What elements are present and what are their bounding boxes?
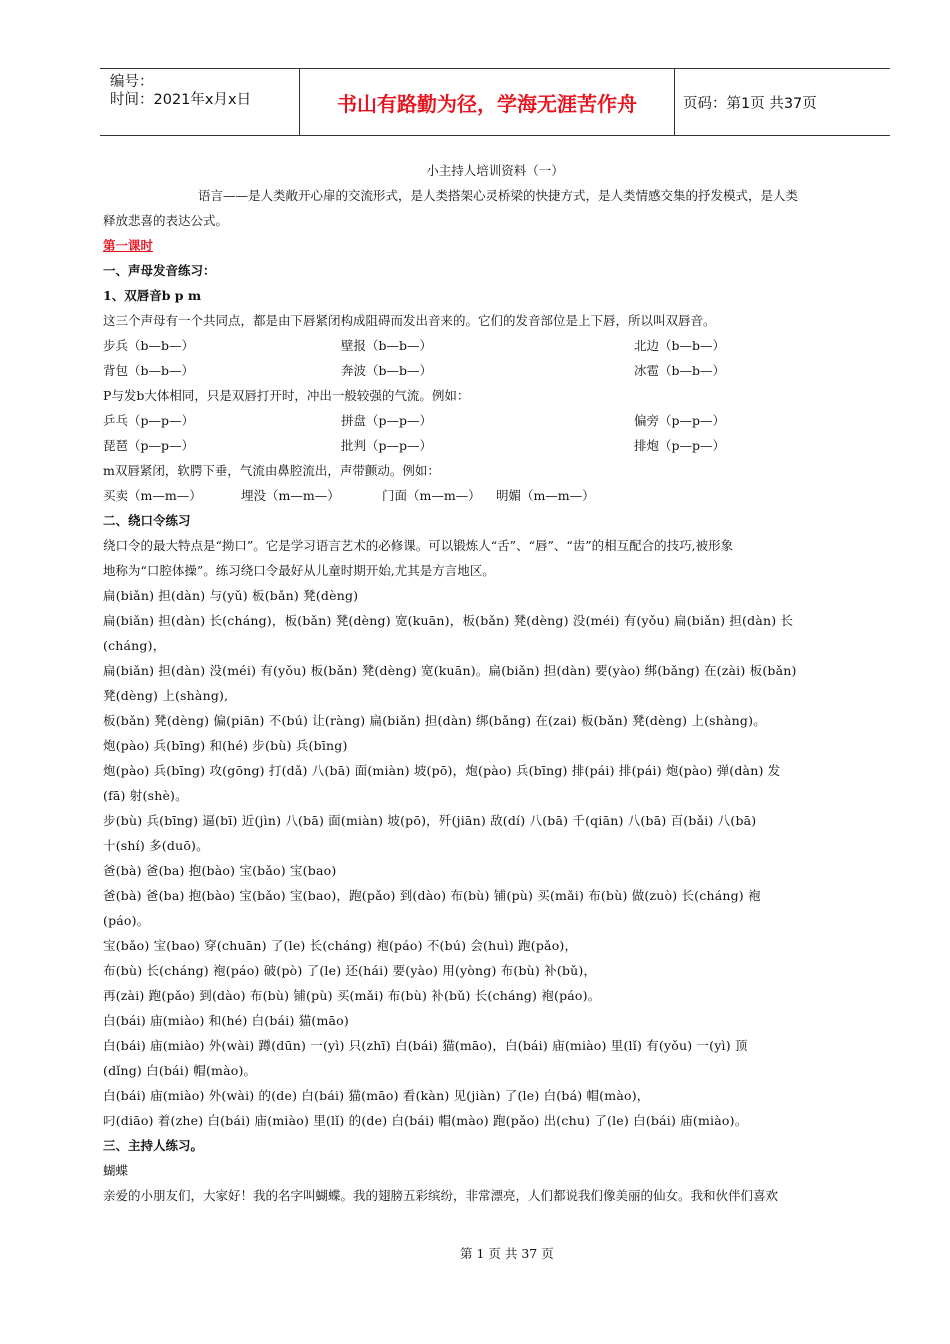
tongue-twister-line: (dǐng) 白(bái) 帽(mào)。 — [103, 1063, 257, 1078]
tongue-twister-line: 爸(bà) 爸(ba) 抱(bào) 宝(bǎo) 宝(bao) — [103, 863, 337, 878]
subsection-heading-bilabial: 1、双唇音b p m — [103, 288, 202, 303]
tongue-twister-line: 布(bù) 长(cháng) 袍(páo) 破(pò) 了(le) 还(hái) 要(yào) 用(yòng) 布(bù) 补(bǔ)， — [103, 963, 597, 978]
tongue-twister-line: (fā) 射(shè)。 — [103, 788, 188, 803]
document-header — [100, 68, 890, 136]
example-word: 壁报（b—b—） — [341, 338, 433, 353]
tongue-twister-line: 步(bù) 兵(bīng) 逼(bī) 近(jìn) 八(bā) 面(miàn) 坡(pō)，歼(jiān) 敌(dí) 八(bā) 千(qiān) 八(bā) 百(bǎi) 八(bā) — [103, 813, 757, 828]
time-label: 时间：2021年x月x日 — [110, 92, 252, 108]
example-word: 冰雹（b—b—） — [634, 363, 726, 378]
butterfly-title: 蝴蝶 — [103, 1163, 129, 1178]
number-label: 编号： — [110, 74, 154, 90]
example-word: 背包（b—b—） — [103, 363, 195, 378]
header-meta — [100, 69, 300, 135]
example-word: 乒乓（p—p—） — [103, 413, 195, 428]
tongue-twister-line: 叼(diāo) 着(zhe) 白(bái) 庙(miào) 里(lǐ) 的(de) 白(bái) 帽(mào) 跑(pǎo) 出(chu) 了(le) 白(bái) 庙(miào)。 — [103, 1113, 748, 1128]
b-example-row — [103, 333, 887, 358]
b-example-row — [103, 358, 887, 383]
tongue-twister-line: 扁(biǎn) 担(dàn) 长(cháng)，板(bǎn) 凳(dèng) 宽(kuān)，板(bǎn) 凳(dèng) 没(méi) 有(yǒu) 扁(biǎn) 担(dàn) 长 — [103, 613, 794, 628]
lesson-heading: 第一课时 — [103, 238, 154, 253]
tongue-twister-line: 再(zài) 跑(pǎo) 到(dào) 布(bù) 铺(pù) 买(mǎi) 布(bù) 补(bǔ) 长(cháng) 袍(páo)。 — [103, 988, 601, 1003]
m-description: m双唇紧闭，软腭下垂，气流由鼻腔流出，声带颤动。例如： — [103, 463, 440, 478]
tongue-twister-line: 扁(biǎn) 担(dàn) 与(yǔ) 板(bǎn) 凳(dèng) — [103, 588, 359, 603]
example-word: 步兵（b—b—） — [103, 338, 195, 353]
butterfly-text: 亲爱的小朋友们，大家好！我的名字叫蝴蝶。我的翅膀五彩缤纷，非常漂亮，人们都说我们像美丽的仙女。我和伙伴们喜欢 — [103, 1188, 779, 1203]
tongue-twister-line: 宝(bǎo) 宝(bao) 穿(chuān) 了(le) 长(cháng) 袍(páo) 不(bú) 会(huì) 跑(pǎo)， — [103, 938, 578, 953]
example-word: 奔波（b—b—） — [341, 363, 433, 378]
example-word: 门面（m—m—） — [381, 488, 481, 503]
doc-title: 小主持人培训资料（一） — [426, 163, 564, 178]
bpm-description: 这三个声母有一个共同点，都是由下唇紧闭构成阻碍而发出音来的。它们的发音部位是上下唇，所以叫双唇音。 — [103, 313, 716, 328]
tongue-twister-line: 白(bái) 庙(miào) 和(hé) 白(bái) 猫(māo) — [103, 1013, 349, 1028]
example-word: 偏旁（p—p—） — [634, 413, 726, 428]
section-heading-3: 三、主持人练习。 — [103, 1138, 204, 1153]
intro-line-1: 语言——是人类敞开心扉的交流形式，是人类搭架心灵桥梁的快捷方式，是人类情感交集的抒发模式，是人类 — [198, 188, 799, 203]
example-word: 批判（p—p—） — [341, 438, 433, 453]
tongue-twister-line: 爸(bà) 爸(ba) 抱(bào) 宝(bǎo) 宝(bao)，跑(pǎo) 到(dào) 布(bù) 铺(pù) 买(mǎi) 布(bù) 做(zuò) 长(cháng) 袍 — [103, 888, 761, 903]
header-motto: 书山有路勤为径，学海无涯苦作舟 — [300, 69, 675, 135]
example-word: 埋没（m—m—） — [240, 488, 340, 503]
example-word: 北边（b—b—） — [634, 338, 726, 353]
example-word: 琵琶（p—p—） — [103, 438, 195, 453]
tongue-twister-line: (páo)。 — [103, 913, 150, 928]
tongue-twister-line: 白(bái) 庙(miào) 外(wài) 的(de) 白(bái) 猫(māo) 看(kàn) 见(jiàn) 了(le) 白(bá) 帽(mào)， — [103, 1088, 650, 1103]
example-word: 明媚（m—m—） — [495, 488, 595, 503]
tongue-twister-line: 板(bǎn) 凳(dèng) 偏(piān) 不(bú) 让(ràng) 扁(biǎn) 担(dàn) 绑(bǎng) 在(zai) 板(bǎn) 凳(dèng) 上(shàng)。 — [103, 713, 766, 728]
tongue-twister-line: 炮(pào) 兵(bīng) 和(hé) 步(bù) 兵(bīng) — [103, 738, 348, 753]
tongue-twister-line: 炮(pào) 兵(bīng) 攻(gōng) 打(dǎ) 八(bā) 面(miàn) 坡(pō)，炮(pào) 兵(bīng) 排(pái) 排(pái) 炮(pào) 弹(dàn) 发 — [103, 763, 781, 778]
tongue-twister-line: 扁(biǎn) 担(dàn) 没(méi) 有(yǒu) 板(bǎn) 凳(dèng) 宽(kuān)。扁(biǎn) 担(dàn) 要(yào) 绑(bǎng) 在(zài) 板(bǎn) — [103, 663, 797, 678]
tongue-twister-line: (cháng)， — [103, 638, 166, 653]
p-example-row — [103, 433, 887, 458]
section-heading-1: 一、声母发音练习： — [103, 263, 216, 278]
example-word: 排炮（p—p—） — [634, 438, 726, 453]
document-body — [103, 158, 887, 1208]
tongue-twister-line: 十(shí) 多(duō)。 — [103, 838, 209, 853]
tongue-twister-line: 白(bái) 庙(miào) 外(wài) 蹲(dūn) 一(yì) 只(zhī) 白(bái) 猫(māo)，白(bái) 庙(miào) 里(lǐ) 有(yǒu) 一(yì) 顶 — [103, 1038, 748, 1053]
m-example-row — [103, 483, 887, 508]
tongue-twister-desc-1: 绕口令的最大特点是“拗口”。它是学习语言艺术的必修课。可以锻炼人“舌”、“唇”、“齿”的相互配合的技巧,被形象 — [103, 538, 734, 553]
example-word: 买卖（m—m—） — [103, 488, 202, 503]
intro-line-2: 释放悲喜的表达公式。 — [103, 213, 229, 228]
section-heading-2: 二、绕口令练习 — [103, 513, 191, 528]
page-footer: 第 1 页 共 37 页 — [460, 1246, 554, 1261]
p-description: P与发b大体相同，只是双唇打开时，冲出一般较强的气流。例如： — [103, 388, 470, 403]
p-example-row — [103, 408, 887, 433]
header-page-info: 页码：第1页 共37页 — [683, 95, 817, 112]
tongue-twister-lines — [103, 583, 887, 1133]
tongue-twister-line: 凳(dèng) 上(shàng), — [103, 688, 229, 703]
example-word: 拼盘（p—p—） — [341, 413, 433, 428]
tongue-twister-desc-2: 地称为“口腔体操”。练习绕口令最好从儿童时期开始,尤其是方言地区。 — [103, 563, 495, 578]
